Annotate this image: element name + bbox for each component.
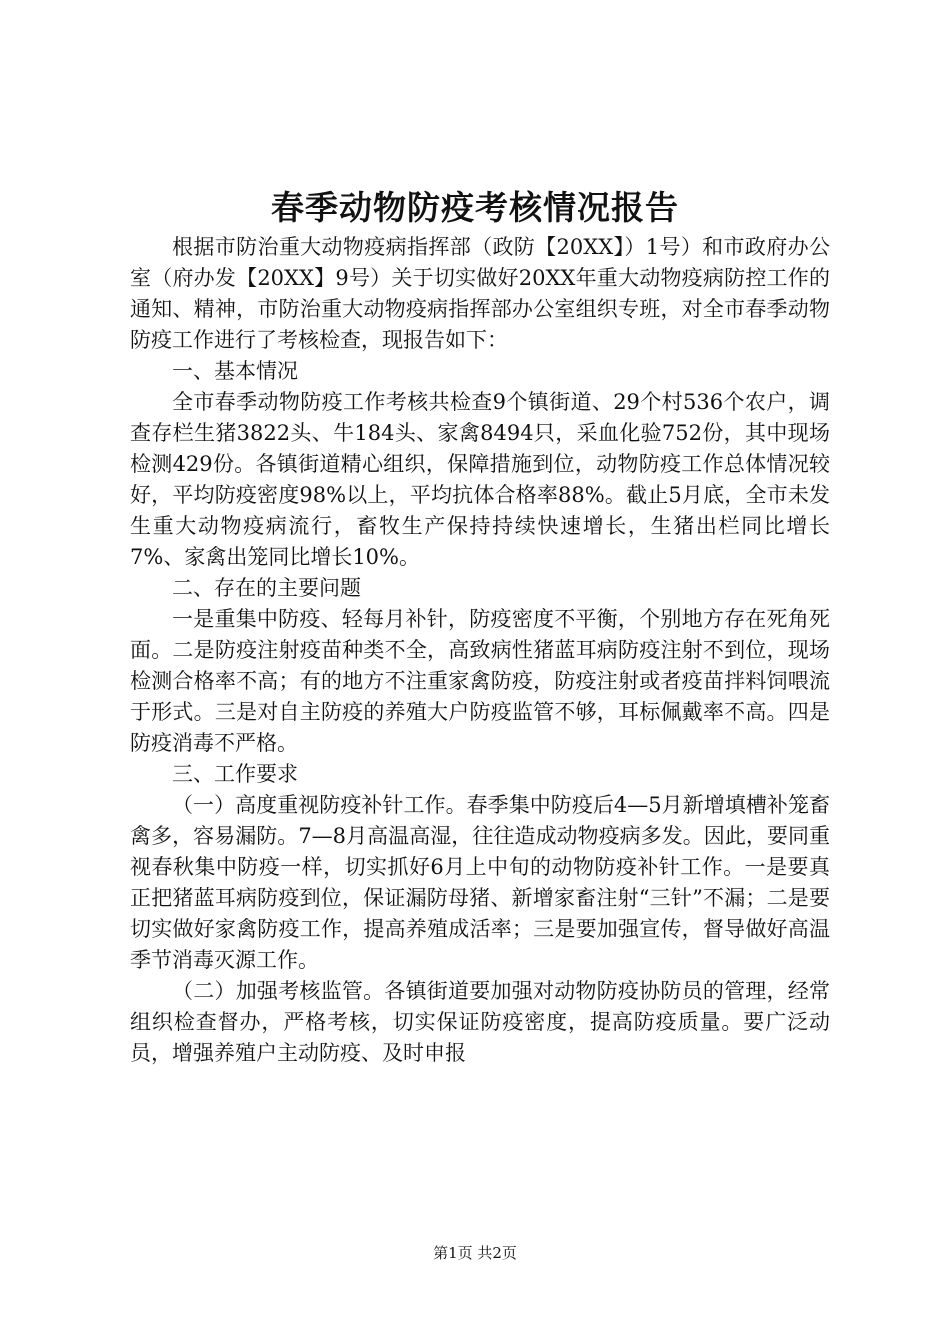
page-footer: 第1页 共2页	[433, 1244, 517, 1262]
intro-paragraph: 根据市防治重大动物疫病指挥部（政防【20XX】）1号）和市政府办公室（府办发【20XX】9号）关于切实做好20XX年重大动物疫病防控工作的通知、精神，市防治重大动物疫病指挥部办公室组织专班，对全市春季动物防疫工作进行了考核检查，现报告如下：	[130, 235, 830, 352]
section-heading-problems: 二、存在的主要问题	[172, 576, 361, 600]
basic-situation-paragraph: 全市春季动物防疫工作考核共检查9个镇街道、29个村536个农户，调查存栏生猪3822头、牛184头、家禽8494只，采血化验752份，其中现场检测429份。各镇街道精心组织，保障措施到位，动物防疫工作总体情况较好，平均防疫密度98%以上，平均抗体合格率88%。截止5月底，全市未发生重大动物疫病流行，畜牧生产保持持续快速增长，生猪出栏同比增长7%、家禽出笼同比增长10%。	[130, 390, 830, 569]
section-heading-basic: 一、基本情况	[172, 359, 298, 383]
section-heading-requirements: 三、工作要求	[172, 762, 298, 786]
requirement-paragraph-2: （二）加强考核监管。各镇街道要加强对动物防疫协防员的管理，经常组织检查督办，严格考核，切实保证防疫密度，提高防疫质量。要广泛动员，增强养殖户主动防疫、及时申报	[130, 979, 830, 1065]
document-title: 春季动物防疫考核情况报告	[271, 188, 679, 227]
problems-paragraph: 一是重集中防疫、轻每月补针，防疫密度不平衡，个别地方存在死角死面。二是防疫注射疫苗种类不全，高致病性猪蓝耳病防疫注射不到位，现场检测合格率不高；有的地方不注重家禽防疫，防疫注射或者疫苗拌料饲喂流于形式。三是对自主防疫的养殖大户防疫监管不够，耳标佩戴率不高。四是防疫消毒不严格。	[130, 607, 830, 755]
document-body	[130, 232, 830, 1069]
requirement-paragraph-1: （一）高度重视防疫补针工作。春季集中防疫后4—5月新增填槽补笼畜禽多，容易漏防。7—8月高温高湿，往往造成动物疫病多发。因此，要同重视春秋集中防疫一样，切实抓好6月上中旬的动物防疫补针工作。一是要真正把猪蓝耳病防疫到位，保证漏防母猪、新增家畜注射“三针”不漏；二是要切实做好家禽防疫工作，提高养殖成活率；三是要加强宣传，督导做好高温季节消毒灭源工作。	[130, 793, 830, 972]
